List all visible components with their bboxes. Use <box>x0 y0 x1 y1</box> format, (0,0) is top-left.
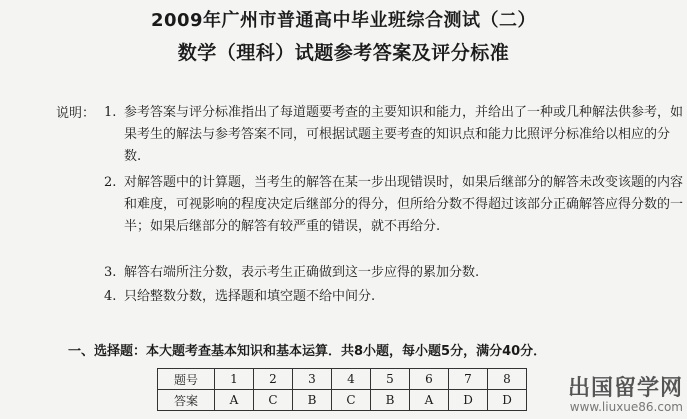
question-number-cell: 8 <box>488 369 527 390</box>
instruction-text: 参考答案与评分标准指出了每道题要考查的主要知识和能力，并给出了一种或几种解法供参考，如果考生的解法与参考答案不同，可根据试题主要考查的知识点和能力比照评分标准给以相应的分数. <box>124 105 684 164</box>
exam-title: 2009年广州市普通高中毕业班综合测试（二） <box>150 10 537 31</box>
instructions-label: 说明： <box>56 106 96 121</box>
answer-cell: A <box>410 390 449 411</box>
table-row <box>158 369 527 390</box>
instruction-number: 3. <box>104 265 117 280</box>
answer-table <box>157 368 527 411</box>
answer-cell: D <box>488 390 527 411</box>
instruction-item-1 <box>104 102 684 168</box>
question-number-cell: 6 <box>410 369 449 390</box>
answer-cell: D <box>449 390 488 411</box>
instruction-number: 2. <box>104 175 117 190</box>
site-watermark <box>531 371 683 417</box>
document-subtitle: 数学（理科）试题参考答案及评分标准 <box>177 42 510 64</box>
instruction-text: 解答右端所注分数，表示考生正确做到这一步应得的累加分数. <box>124 265 480 280</box>
instruction-item-3 <box>104 262 684 284</box>
question-number-cell: 1 <box>215 369 254 390</box>
answer-cell: C <box>254 390 293 411</box>
question-number-cell: 5 <box>371 369 410 390</box>
instruction-text: 对解答题中的计算题，当考生的解答在某一步出现错误时，如果后继部分的解答未改变该题的内容和难度，可视影响的程度决定后继部分的得分，但所给分数不得超过该部分正确解答应得分数的一半；如果后继部分的解答有较严重的错误，就不再给分. <box>124 175 684 234</box>
question-number-cell: 2 <box>254 369 293 390</box>
answer-cell: C <box>332 390 371 411</box>
table-row-label: 题号 <box>158 369 215 390</box>
instruction-item-2 <box>104 172 684 238</box>
question-number-cell: 3 <box>293 369 332 390</box>
answer-cell: A <box>215 390 254 411</box>
answer-cell: B <box>293 390 332 411</box>
instruction-item-4 <box>104 286 684 308</box>
section-heading: 一、选择题：本大题考查基本知识和基本运算．共8小题，每小题5分，满分40分． <box>68 344 547 359</box>
watermark-url: www.liuxue86.com <box>569 400 683 414</box>
question-number-cell: 7 <box>449 369 488 390</box>
question-number-cell: 4 <box>332 369 371 390</box>
watermark-site-name: 出国留学网 <box>567 376 683 401</box>
table-row <box>158 390 527 411</box>
instruction-text: 只给整数分数，选择题和填空题不给中间分. <box>124 289 376 304</box>
answer-cell: B <box>371 390 410 411</box>
instruction-number: 1. <box>104 105 117 120</box>
table-row-label: 答案 <box>158 390 215 411</box>
instruction-number: 4. <box>104 289 117 304</box>
